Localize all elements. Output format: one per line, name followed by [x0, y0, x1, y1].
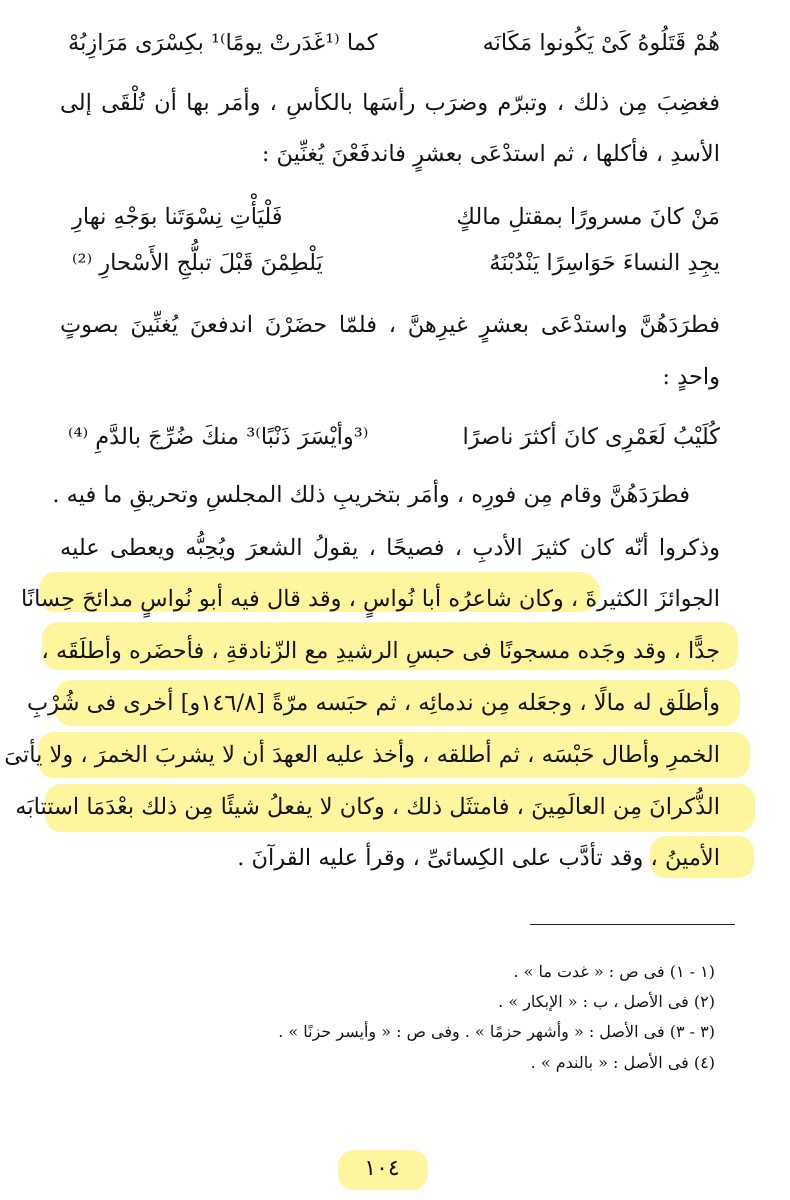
- verse-1-left-hemistich: كما ⁽¹غَدَرتْ يومًا⁾¹ بكِسْرَى مَرَازِبُهْ: [68, 30, 378, 56]
- footnote: (٢) فى الأصل ، ب : « الإبكار » .: [498, 992, 715, 1011]
- verse-2-line-2-left: يَلْطِمْنَ قَبْلَ تبلُّجِ الأَسْحارِ ⁽²⁾: [72, 250, 323, 276]
- verse-2-line-2-right: يجِدِ النساءَ حَوَاسِرًا يَنْدُبْنَهُ: [489, 250, 720, 276]
- footnote: (١ - ١) فى ص : « غدت ما » .: [513, 962, 715, 981]
- verse-1-right-hemistich: هُمْ قَتَلُوهُ كَىْ يَكُونوا مَكَانَه: [482, 30, 720, 56]
- prose-line: واحدٍ :: [662, 364, 720, 390]
- verse-3-left-hemistich: ⁽³وأيْسَرَ ذَنْبًا⁾³ منكَ ضُرِّجَ بالدَّمِ ⁽⁴⁾: [68, 424, 369, 450]
- footnote: (٣ - ٣) فى الأصل : « وأشهر حزمًا » . وفى ص : « وأيسر حزنًا » .: [278, 1022, 715, 1041]
- footnote: (٤) فى الأصل : « بالندم » .: [530, 1053, 715, 1072]
- prose-line: الأمينُ ، وقد تأدَّب على الكِسائىِّ ، وقرأ عليه القرآنَ .: [237, 845, 720, 871]
- verse-3-right-hemistich: كُلَيْبُ لَعَمْرِى كانَ أكثرَ ناصرًا: [462, 424, 720, 450]
- page-number: ١٠٤: [364, 1156, 400, 1181]
- prose-line: الخمرِ وأطال حَبْسَه ، ثم أطلقه ، وأخذ عليه العهدَ أن لا يشربَ الخمرَ ، ولا يأتىَ: [4, 742, 720, 768]
- prose-line: جدًّا ، وقد وجَده مسجونًا فى حبسِ الرشيدِ مع الزّنادقةِ ، فأحضَره وأطلَقَه ،: [41, 638, 720, 664]
- prose-line: وذكروا أنّه كان كثيرَ الأدبِ ، فصيحًا ، يقولُ الشعرَ ويُحِبُّه ويعطى عليه: [60, 535, 720, 561]
- prose-line: الذُّكرانَ مِن العالَمِينَ ، فامتثَل ذلك ، وكان لا يفعلُ شيئًا مِن ذلك بعْدَمَا استتابَه: [15, 794, 720, 820]
- prose-line: فغضِبَ مِن ذلك ، وتبرّم وضرَب رأسَها بالكأسِ ، وأمَر بها أن تُلْقَى إلى: [60, 90, 720, 116]
- prose-line: فطرَدَهُنَّ واستدْعَى بعشرٍ غيرِهنَّ ، فلمّا حضَرْنَ اندفعنَ يُغنِّينَ بصوتٍ: [60, 312, 720, 338]
- prose-line: الجوائزَ الكثيرةَ ، وكان شاعرُه أبا نُواسٍ ، وقد قال فيه أبو نُواسٍ مدائحَ حِسانًا: [20, 586, 720, 612]
- prose-line: فطرَدَهُنَّ وقام مِن فورِه ، وأمَر بتخريبِ ذلك المجلسِ وتحريقِ ما فيه .: [52, 482, 690, 508]
- verse-2-line-1-right: مَنْ كانَ مسرورًا بمقتلِ مالكٍ: [456, 204, 720, 230]
- verse-2-line-1-left: فَلْيَأْتِ نِسْوَتَنا بوَجْهِ نهارِ: [72, 204, 283, 230]
- footnote-divider: [530, 924, 735, 925]
- prose-line: وأطلَق له مالًا ، وجعَله مِن ندمائِه ، ثم حبَسه مرّةً [١٤٦/٨و] أخرى فى شُرْبِ: [27, 690, 720, 716]
- prose-line: الأسدِ ، فأكلها ، ثم استدْعَى بعشرٍ فاندفَعْنَ يُغنِّينَ :: [261, 141, 720, 167]
